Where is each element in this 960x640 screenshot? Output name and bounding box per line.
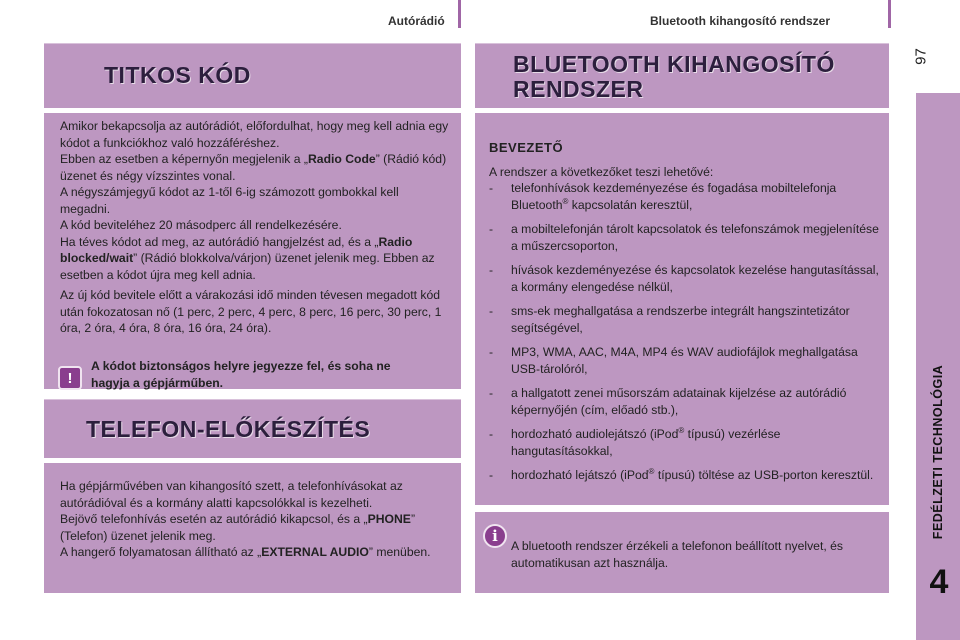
running-header-left: Autórádió bbox=[388, 14, 445, 28]
bullet-dash: - bbox=[489, 386, 494, 400]
bullet-dash: - bbox=[489, 222, 494, 236]
feature-text: hordozható lejátszó (iPod bbox=[511, 468, 649, 482]
bullet-dash: - bbox=[489, 427, 494, 441]
wrong-code-line-start: Ha téves kódot ad meg, az autórádió hangjelzést ad, és a „ bbox=[60, 234, 379, 249]
feature-list-item bbox=[489, 262, 879, 295]
bullet-dash: - bbox=[489, 468, 494, 482]
feature-list-item bbox=[489, 467, 879, 484]
running-header-right: Bluetooth kihangosító rendszer bbox=[650, 14, 831, 28]
bluetooth-body-box bbox=[475, 113, 889, 505]
bluetooth-title-line2: RENDSZER bbox=[513, 76, 644, 102]
feature-text: MP3, WMA, AAC, M4A, MP4 és WAV audiofájlok meghallgatása USB-tárolóról, bbox=[511, 345, 858, 376]
info-text: A bluetooth rendszer érzékeli a telefonon beállított nyelvet, és automatikusan azt használja. bbox=[511, 539, 843, 570]
warning-text: A kódot biztonságos helyre jegyezze fel, és soha ne hagyja a gépjárműben. bbox=[91, 359, 391, 390]
wrong-code-line-end: ” (Rádió blokkolva/várjon) üzenet jelenik meg. Ebben az esetben a kódot újra meg kell adnia. bbox=[60, 251, 435, 282]
chapter-title: FEDÉLZETI TECHNOLÓGIA bbox=[931, 364, 945, 540]
phone-prep-body-box bbox=[44, 463, 461, 593]
header-divider-left bbox=[458, 0, 461, 28]
bullet-dash: - bbox=[489, 345, 494, 359]
feature-text-end: kapcsolatán keresztül, bbox=[568, 197, 693, 212]
feature-text: hívások kezdeményezése és kapcsolatok kezelése hangutasítással, a kormány elengedése nélkül, bbox=[511, 263, 879, 294]
feature-list-item bbox=[489, 221, 879, 254]
volume-line-start: A hangerő folyamatosan állítható az „ bbox=[60, 545, 262, 559]
registered-mark: ® bbox=[562, 196, 569, 206]
info-icon: i bbox=[483, 524, 507, 548]
secret-code-body-box bbox=[44, 113, 461, 389]
registered-mark: ® bbox=[678, 425, 685, 435]
feature-text: telefonhívások kezdeményezése és fogadása mobiltelefonja Bluetooth bbox=[511, 181, 837, 212]
external-audio-label: EXTERNAL AUDIO bbox=[261, 545, 369, 559]
feature-text: sms-ek meghallgatása a rendszerbe integrált hangszintetizátor segítségével, bbox=[511, 304, 850, 335]
feature-list-item bbox=[489, 344, 879, 377]
feature-list bbox=[489, 180, 879, 492]
registered-mark: ® bbox=[648, 466, 655, 476]
bullet-dash: - bbox=[489, 263, 494, 277]
waiting-time-info: Az új kód bevitele előtt a várakozási idő minden tévesen megadott kód után fokozatosan nő (1 perc, 2 perc, 4 perc, 8 perc, 16 perc, 30 perc, 1 óra, 2 óra, 4 óra, 8 óra, 16 óra, 24 óra). bbox=[60, 288, 442, 335]
feature-text-end: típusú) töltése az USB-porton keresztül. bbox=[654, 468, 874, 482]
volume-line-end: ” menüben. bbox=[368, 545, 431, 559]
intro-text: A rendszer a következőket teszi lehetővé: bbox=[489, 165, 714, 179]
phone-line-end: ” (Telefon) üzenet jelenik meg. bbox=[60, 512, 415, 543]
phone-prep-intro: Ha gépjárművében van kihangosító szett, a telefonhívásokat az autórádióval és a kormány alatti kapcsolókkal is kezelheti. bbox=[60, 479, 403, 510]
phone-line-start: Bejövő telefonhívás esetén az autórádió kikapcsol, és a „ bbox=[60, 512, 368, 526]
chapter-number: 4 bbox=[929, 563, 949, 601]
secret-code-title: TITKOS KÓD bbox=[104, 62, 251, 88]
radio-code-line-end: ” (Rádió kód) üzenet és négy vízszintes vonal. bbox=[60, 152, 447, 183]
phone-label: PHONE bbox=[367, 512, 411, 526]
secret-code-text bbox=[60, 118, 450, 340]
warning-icon: ! bbox=[58, 366, 82, 390]
info-box bbox=[475, 512, 889, 593]
time-limit-info: A kód beviteléhez 20 másodperc áll rendelkezésére. bbox=[60, 218, 342, 232]
feature-text: a hallgatott zenei műsorszám adatainak kijelzése az autórádió képernyőjén (cím, előadó stb.), bbox=[511, 386, 847, 417]
page-number: 97 bbox=[912, 48, 930, 65]
feature-list-item bbox=[489, 180, 879, 213]
radio-code-line-start: Ebben az esetben a képernyőn megjelenik a „ bbox=[60, 152, 308, 166]
radio-blocked-label: Radio blocked/wait bbox=[60, 234, 413, 265]
bullet-dash: - bbox=[489, 304, 494, 318]
phone-prep-text bbox=[60, 478, 452, 561]
bluetooth-title bbox=[513, 52, 835, 102]
feature-list-item bbox=[489, 385, 879, 418]
radio-code-label: Radio Code bbox=[307, 152, 376, 166]
phone-prep-title: TELEFON-ELŐKÉSZÍTÉS bbox=[86, 416, 371, 442]
feature-text: a mobiltelefonján tárolt kapcsolatok és telefonszámok megjelenítése a műszercsoporton, bbox=[511, 222, 879, 253]
secret-code-intro: Amikor bekapcsolja az autórádiót, előfordulhat, hogy meg kell adnia egy kódot a funkciókhoz való hozzáféréshez. bbox=[60, 119, 449, 150]
bullet-dash: - bbox=[489, 181, 494, 195]
secret-code-title-box bbox=[44, 43, 461, 108]
feature-text: hordozható audiolejátszó (iPod bbox=[511, 427, 679, 441]
bluetooth-title-line1: BLUETOOTH KIHANGOSÍTÓ bbox=[513, 51, 835, 77]
intro-heading: BEVEZETŐ bbox=[489, 140, 564, 155]
phone-prep-title-box bbox=[44, 399, 461, 458]
feature-text-end: típusú) vezérlése hangutasításokkal, bbox=[511, 427, 781, 458]
digit-entry-info: A négyszámjegyű kódot az 1-től 6-ig számozott gombokkal kell megadni. bbox=[60, 185, 399, 216]
header-divider-right bbox=[888, 0, 891, 28]
bluetooth-title-box bbox=[475, 43, 889, 108]
feature-list-item bbox=[489, 303, 879, 336]
feature-list-item bbox=[489, 426, 879, 459]
